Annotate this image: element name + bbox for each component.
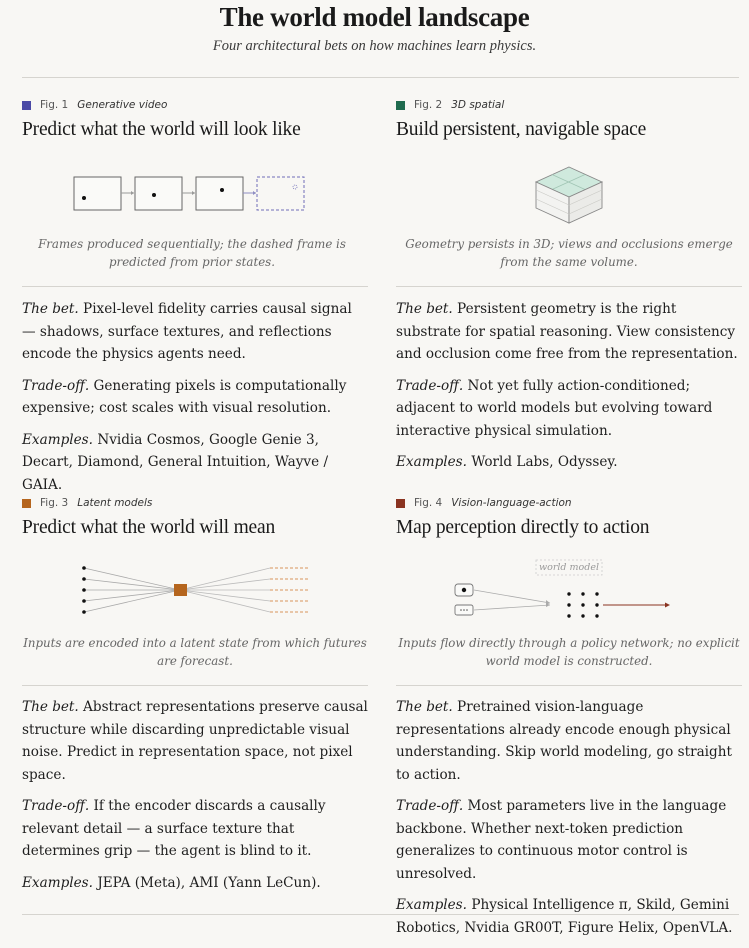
examples-label: Examples. [396, 454, 467, 470]
latent-futures [270, 568, 310, 612]
examples-paragraph [396, 894, 744, 939]
arrow-3-head [253, 191, 256, 195]
latent-state-node [174, 584, 187, 596]
frame-2 [135, 177, 182, 210]
bet-paragraph [396, 298, 742, 366]
category-swatch [22, 499, 31, 508]
card-title: Predict what the world will look like [22, 119, 301, 140]
fig-number: Fig. 3 [40, 497, 69, 509]
examples-paragraph [396, 451, 742, 474]
fig-number: Fig. 4 [414, 497, 443, 509]
frame-1 [74, 177, 121, 210]
fig-category: 3D spatial [451, 99, 505, 111]
fig-number: Fig. 1 [40, 99, 69, 111]
tradeoff-text: Most parameters live in the language backbone. Whether next-token prediction generalizes to continuous motor control is unresolved. [396, 798, 727, 882]
predicted-frame [257, 177, 304, 210]
page-title: The world model landscape [219, 2, 530, 32]
tradeoff-label: Trade-off. [396, 798, 464, 814]
latent-diagram [82, 566, 310, 614]
latent-forecast-lines [180, 568, 270, 612]
tradeoff-paragraph [22, 795, 368, 863]
bet-label: The bet. [22, 699, 79, 715]
arrow-1-head [131, 191, 134, 195]
examples-text: World Labs, Odyssey. [471, 454, 618, 470]
card-caption: Geometry persists in 3D; views and occlusions emerge from the same volume. [405, 237, 733, 269]
bottom-divider [22, 914, 739, 915]
bet-label: The bet. [22, 301, 79, 317]
card-caption: Frames produced sequentially; the dashed frame is predicted from prior states. [38, 237, 346, 269]
examples-label: Examples. [22, 874, 93, 891]
card-divider [396, 685, 742, 686]
input-dot [82, 588, 86, 592]
card-body [396, 298, 742, 483]
arrow-2-head [192, 191, 195, 195]
card-divider [396, 286, 742, 287]
examples-paragraph [22, 872, 368, 895]
card-body [396, 696, 744, 948]
bet-paragraph [396, 696, 744, 786]
tradeoff-label: Trade-off. [22, 377, 90, 394]
card-body [22, 298, 368, 505]
bet-label: The bet. [396, 301, 453, 317]
bet-label: The bet. [396, 699, 453, 715]
tradeoff-paragraph [396, 375, 742, 443]
card-title: Predict what the world will mean [22, 517, 275, 538]
examples-text: Nvidia Cosmos, Google Genie 3, Decart, Diamond, General Intuition, Wayve / GAIA. [22, 431, 329, 493]
tradeoff-text: If the encoder discards a causally relevant detail — a surface texture that determines grip — the agent is blind to it. [22, 798, 326, 859]
tradeoff-text: Generating pixels is computationally expensive; cost scales with visual resolution. [22, 377, 347, 416]
card-3d-spatial [396, 99, 736, 141]
bet-text: Persistent geometry is the right substrate for spatial reasoning. View consistency and occlusion come free from the representation. [396, 301, 738, 362]
bet-text: Abstract representations preserve causal structure while discarding unpredictable visual noise. Predict in representation space, not pixel space. [22, 699, 368, 783]
card-divider [22, 286, 368, 287]
input-dot [82, 599, 86, 603]
fig-label [396, 99, 736, 111]
bet-paragraph [22, 696, 368, 786]
bet-text: Pixel-level fidelity carries causal signal — shadows, surface textures, and reflections encode the physics agents need. [22, 301, 352, 362]
tradeoff-label: Trade-off. [22, 798, 90, 814]
examples-paragraph [22, 429, 368, 497]
category-swatch [396, 101, 405, 110]
language-flow-line [474, 605, 550, 610]
examples-text: Physical Intelligence π, Skild, Gemini Robotics, Nvidia GR00T, Figure Helix, OpenVLA. [396, 897, 733, 936]
action-output-arrowhead [665, 603, 670, 608]
tradeoff-paragraph [396, 795, 744, 885]
fig-number: Fig. 2 [414, 99, 443, 111]
fig-label [396, 497, 736, 509]
card-vision-language-action [396, 497, 736, 539]
card-caption: Inputs are encoded into a latent state from which futures are forecast. [23, 636, 367, 668]
fig-category: Latent models [77, 497, 153, 509]
examples-label: Examples. [22, 431, 93, 448]
frame-1-dot [82, 196, 86, 200]
bet-text: Pretrained vision-language representations already encode enough physical understanding. Skip world modeling, go straight to action. [396, 699, 732, 783]
fig-label [22, 497, 362, 509]
vision-input-pupil [462, 588, 466, 592]
frame-3 [196, 177, 243, 210]
fig-category: Generative video [77, 99, 168, 111]
examples-label: Examples. [396, 897, 467, 913]
fig-category: Vision-language-action [451, 497, 572, 509]
card-divider [22, 685, 368, 686]
card-latent-models [22, 497, 362, 539]
page-subtitle: Four architectural bets on how machines learn physics. [212, 38, 537, 54]
vision-flow-line [474, 590, 550, 603]
predicted-frame-dot [293, 185, 297, 189]
world-model-label: world model [538, 562, 599, 573]
card-title: Map perception directly to action [396, 517, 650, 538]
card-caption: Inputs flow directly through a policy network; no explicit world model is constructed. [398, 636, 740, 668]
category-swatch [396, 499, 405, 508]
bet-paragraph [22, 298, 368, 366]
policy-network-nodes [567, 592, 598, 617]
input-dot [82, 610, 86, 614]
examples-text: JEPA (Meta), AMI (Yann LeCun). [97, 874, 321, 891]
frame-3-dot [220, 188, 224, 192]
card-body [22, 696, 368, 903]
tradeoff-text: Not yet fully action-conditioned; adjacent to world models but evolving toward interactive physical simulation. [396, 377, 713, 439]
tradeoff-label: Trade-off. [396, 377, 464, 394]
spatial-volume-diagram [536, 167, 602, 223]
video-frames-diagram [74, 177, 304, 210]
frame-2-dot [152, 193, 156, 197]
latent-inputs [84, 568, 180, 612]
input-dot [82, 566, 86, 570]
input-dot [82, 577, 86, 581]
card-title: Build persistent, navigable space [396, 119, 647, 140]
tradeoff-paragraph [22, 375, 368, 420]
